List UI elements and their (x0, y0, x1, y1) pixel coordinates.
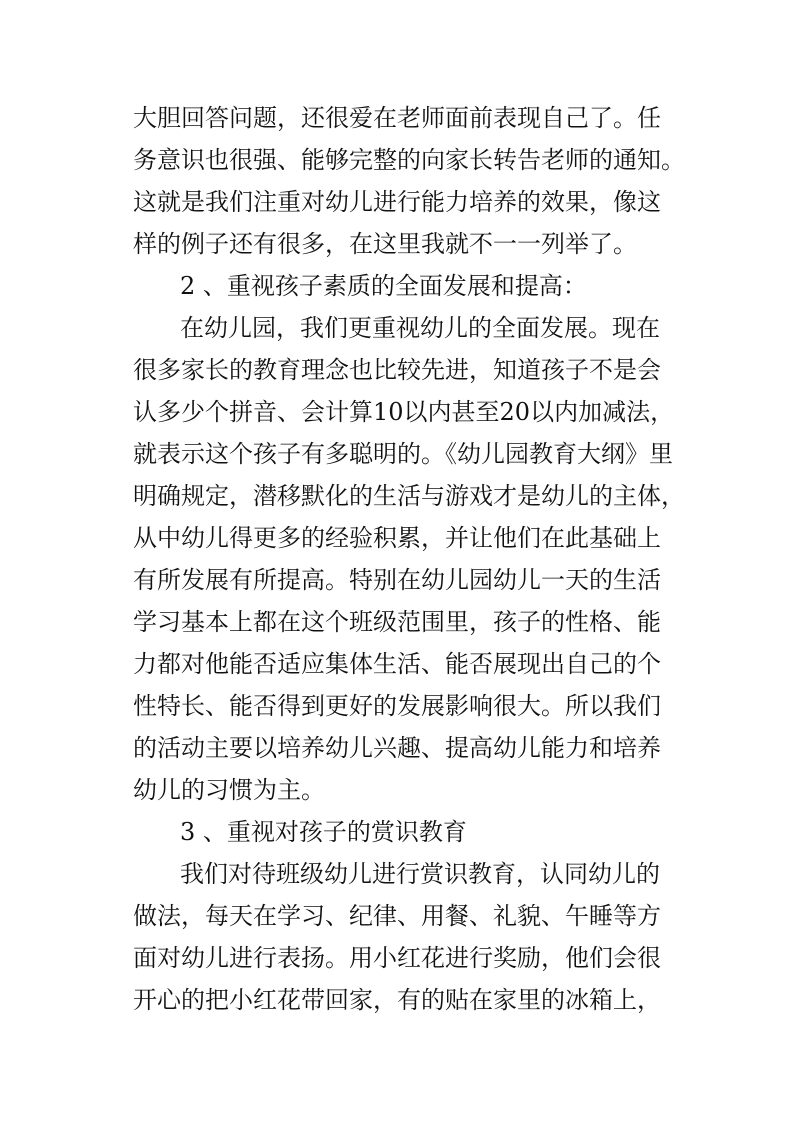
text-line: 明确规定，潜移默化的生活与游戏才是幼儿的主体， (133, 482, 685, 510)
text-line: 我们对待班级幼儿进行赏识教育，认同幼儿的 (180, 860, 660, 888)
text-line: 的活动主要以培养幼儿兴趣、提高幼儿能力和培养 (133, 734, 661, 762)
text-line: 面对幼儿进行表扬。用小红花进行奖励，他们会很 (133, 944, 661, 972)
text-line: 就表示这个孩子有多聪明的。《幼儿园教育大纲》里 (133, 440, 673, 468)
text-line: 大胆回答问题，还很爱在老师面前表现自己了。任 (133, 104, 661, 132)
text-line: 有所发展有所提高。特别在幼儿园幼儿一天的生活 (133, 566, 661, 594)
text-line: 务意识也很强、能够完整的向家长转告老师的通知。 (133, 146, 685, 174)
section-heading: 2 、重视孩子素质的全面发展和提高： (180, 272, 587, 300)
text-line: 很多家长的教育理念也比较先进，知道孩子不是会 (133, 356, 661, 384)
text-line: 样的例子还有很多，在这里我就不一一列举了。 (133, 230, 637, 258)
text-line: 从中幼儿得更多的经验积累，并让他们在此基础上 (133, 524, 661, 552)
section-heading: 3 、重视对孩子的赏识教育 (180, 818, 467, 846)
text-line: 做法，每天在学习、纪律、用餐、礼貌、午睡等方 (133, 902, 661, 930)
text-line: 这就是我们注重对幼儿进行能力培养的效果，像这 (133, 188, 661, 216)
text-line: 认多少个拼音、会计算10以内甚至20以内加减法， (133, 398, 675, 426)
text-line: 开心的把小红花带回家，有的贴在家里的冰箱上， (133, 986, 661, 1014)
text-line: 在幼儿园，我们更重视幼儿的全面发展。现在 (180, 314, 660, 342)
text-line: 幼儿的习惯为主。 (133, 776, 325, 804)
text-line: 学习基本上都在这个班级范围里，孩子的性格、能 (133, 608, 661, 636)
text-line: 性特长、能否得到更好的发展影响很大。所以我们 (133, 692, 661, 720)
text-line: 力都对他能否适应集体生活、能否展现出自己的个 (133, 650, 661, 678)
